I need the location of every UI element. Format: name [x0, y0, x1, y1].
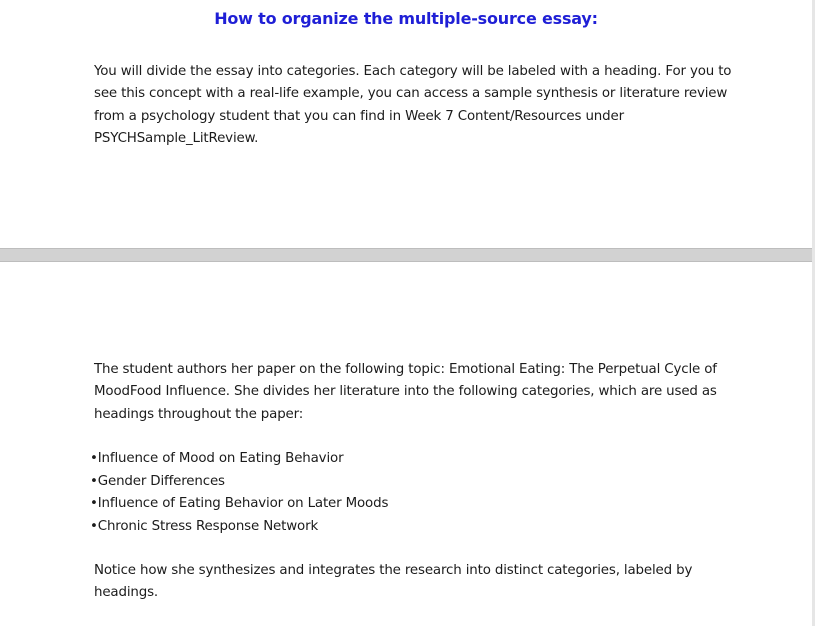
page-separator — [0, 248, 815, 262]
document-page-1 — [0, 0, 813, 248]
document-page-2 — [0, 262, 813, 626]
list-item: •Influence of Mood on Eating Behavior — [90, 451, 344, 466]
list-item: •Influence of Eating Behavior on Later Moods — [90, 496, 389, 512]
page-heading: How to organize the multiple-source essay: — [214, 9, 598, 28]
topic-paragraph: The student authors her paper on the following topic: Emotional Eating: The Perpetual Cycle of MoodFood Influence. She divides her literature into the following categories, which are used as headings throughout the paper: — [94, 362, 717, 422]
list-item: •Chronic Stress Response Network — [90, 519, 319, 535]
closing-paragraph: Notice how she synthesizes and integrates the research into distinct categories, labeled by headings. — [94, 563, 693, 601]
list-item: •Gender Differences — [90, 473, 225, 489]
category-list — [90, 448, 388, 539]
intro-paragraph: You will divide the essay into categories. Each category will be labeled with a heading. For you to see this concept with a real-life example, you can access a sample synthesis or literature review from a psychology student that you can find in Week 7 Content/Resources under PSYCHSample_LitReview. — [94, 64, 732, 147]
